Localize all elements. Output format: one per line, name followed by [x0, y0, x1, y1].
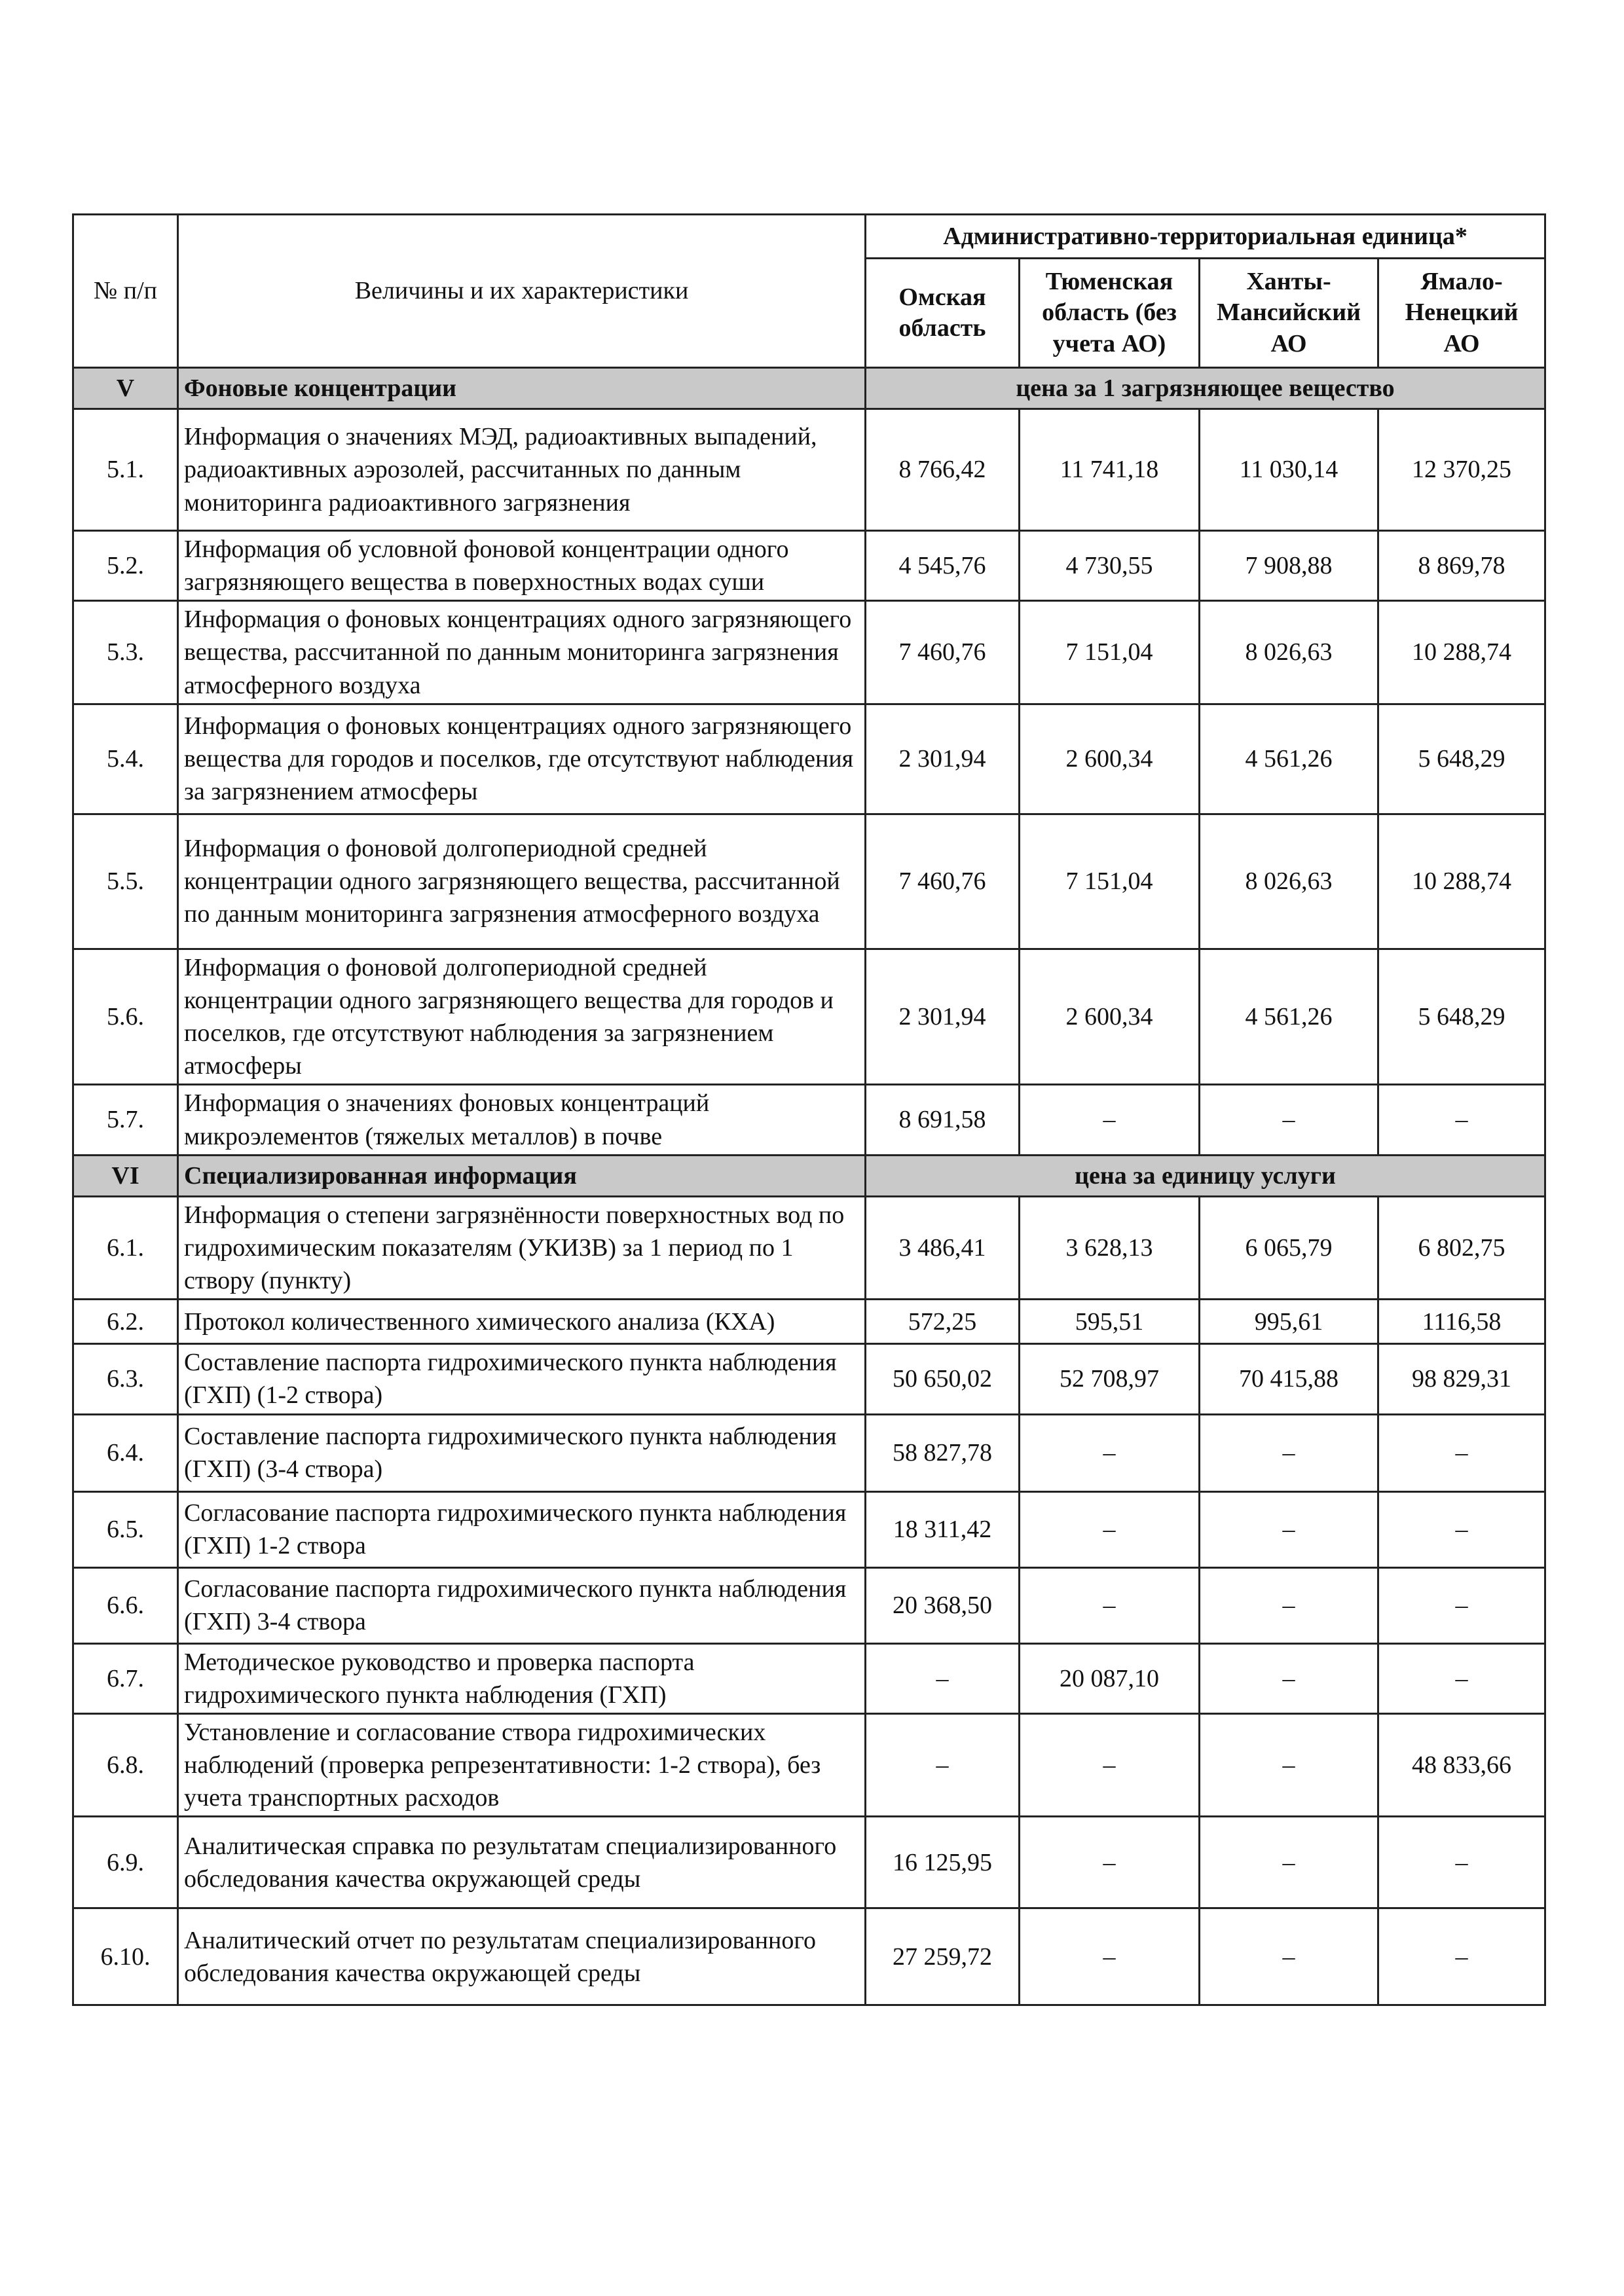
row-value: 12 370,25 [1378, 409, 1545, 531]
table-row [73, 1196, 1545, 1299]
row-value: 20 087,10 [1020, 1643, 1200, 1713]
row-description: Согласование паспорта гидрохимического пункта наблюдения (ГХП) 1-2 створа [178, 1491, 866, 1567]
row-number: 6.3. [73, 1344, 178, 1414]
column-header-region: Ямало-Ненецкий АО [1378, 259, 1545, 368]
row-value: – [1200, 1713, 1378, 1816]
row-description: Информация о значениях МЭД, радиоактивных выпадений, радиоактивных аэрозолей, рассчитанных по данным мониторинга радиоактивного загрязнения [178, 409, 866, 531]
row-value: 2 600,34 [1020, 949, 1200, 1085]
row-number: 5.7. [73, 1085, 178, 1155]
row-number: 6.2. [73, 1300, 178, 1344]
row-value: – [1378, 1414, 1545, 1491]
row-description: Установление и согласование створа гидрохимических наблюдений (проверка репрезентативности: 1-2 створа), без учета транспортных расходов [178, 1713, 866, 1816]
row-value: – [1020, 1085, 1200, 1155]
row-number: 6.10. [73, 1908, 178, 2005]
row-value: 3 628,13 [1020, 1196, 1200, 1299]
row-value: 7 460,76 [866, 601, 1020, 704]
row-value: 2 301,94 [866, 949, 1020, 1085]
table-row [73, 1567, 1545, 1643]
row-value: – [1378, 1817, 1545, 1908]
row-value: – [1020, 1908, 1200, 2005]
row-value: – [1020, 1567, 1200, 1643]
row-description: Аналитический отчет по результатам специализированного обследования качества окружающей среды [178, 1908, 866, 2005]
row-value: – [1020, 1713, 1200, 1816]
row-description: Информация о фоновой долгопериодной средней концентрации одного загрязняющего вещества для городов и поселков, где отсутствуют наблюдения за загрязнением атмосферы [178, 949, 866, 1085]
row-value: 6 065,79 [1200, 1196, 1378, 1299]
row-value: 98 829,31 [1378, 1344, 1545, 1414]
row-description: Составление паспорта гидрохимического пункта наблюдения (ГХП) (3-4 створа) [178, 1414, 866, 1491]
row-value: 10 288,74 [1378, 601, 1545, 704]
table-row [73, 1344, 1545, 1414]
column-header-description: Величины и их характеристики [178, 215, 866, 368]
column-header-number: № п/п [73, 215, 178, 368]
row-value: 8 869,78 [1378, 531, 1545, 601]
row-value: 27 259,72 [866, 1908, 1020, 2005]
table-row [73, 409, 1545, 531]
row-description: Информация о фоновой долгопериодной средней концентрации одного загрязняющего вещества, рассчитанной по данным мониторинга загрязнения атмосферного воздуха [178, 814, 866, 949]
row-value: – [1200, 1908, 1378, 2005]
row-value: 58 827,78 [866, 1414, 1020, 1491]
row-number: 5.6. [73, 949, 178, 1085]
section-price-note: цена за 1 загрязняющее вещество [866, 368, 1545, 409]
row-value: 16 125,95 [866, 1817, 1020, 1908]
table-row [73, 1085, 1545, 1155]
row-number: 6.7. [73, 1643, 178, 1713]
row-value: 5 648,29 [1378, 949, 1545, 1085]
row-value: – [1200, 1085, 1378, 1155]
row-value: 4 730,55 [1020, 531, 1200, 601]
row-number: 6.8. [73, 1713, 178, 1816]
table-row [73, 1817, 1545, 1908]
row-value: 20 368,50 [866, 1567, 1020, 1643]
row-value: 595,51 [1020, 1300, 1200, 1344]
row-description: Составление паспорта гидрохимического пункта наблюдения (ГХП) (1-2 створа) [178, 1344, 866, 1414]
row-value: 1116,58 [1378, 1300, 1545, 1344]
table-row [73, 601, 1545, 704]
row-value: 5 648,29 [1378, 704, 1545, 814]
row-value: – [1200, 1817, 1378, 1908]
row-value: – [1020, 1414, 1200, 1491]
table-row [73, 1643, 1545, 1713]
row-value: – [1378, 1643, 1545, 1713]
row-description: Информация о фоновых концентрациях одного загрязняющего вещества для городов и поселков, где отсутствуют наблюдения за загрязнением атмосферы [178, 704, 866, 814]
row-value: 7 908,88 [1200, 531, 1378, 601]
row-value: 6 802,75 [1378, 1196, 1545, 1299]
row-value: 8 026,63 [1200, 601, 1378, 704]
row-value: – [1200, 1491, 1378, 1567]
column-header-region: Тюменская область (без учета АО) [1020, 259, 1200, 368]
row-description: Информация об условной фоновой концентрации одного загрязняющего вещества в поверхностных водах суши [178, 531, 866, 601]
row-number: 6.1. [73, 1196, 178, 1299]
table-row [73, 704, 1545, 814]
column-header-region: Омская область [866, 259, 1020, 368]
row-value: – [866, 1643, 1020, 1713]
row-value: 10 288,74 [1378, 814, 1545, 949]
row-value: 8 691,58 [866, 1085, 1020, 1155]
row-value: – [1378, 1085, 1545, 1155]
column-header-region: Ханты-Мансийский АО [1200, 259, 1378, 368]
row-description: Аналитическая справка по результатам специализированного обследования качества окружающей среды [178, 1817, 866, 1908]
row-description: Информация о значениях фоновых концентраций микроэлементов (тяжелых металлов) в почве [178, 1085, 866, 1155]
row-number: 6.6. [73, 1567, 178, 1643]
row-value: – [1200, 1643, 1378, 1713]
row-value: – [1200, 1567, 1378, 1643]
row-number: 5.2. [73, 531, 178, 601]
row-value: 3 486,41 [866, 1196, 1020, 1299]
row-value: – [1020, 1491, 1200, 1567]
row-value: 48 833,66 [1378, 1713, 1545, 1816]
row-description: Согласование паспорта гидрохимического пункта наблюдения (ГХП) 3-4 створа [178, 1567, 866, 1643]
row-number: 5.3. [73, 601, 178, 704]
table-row [73, 949, 1545, 1085]
row-value: – [1200, 1414, 1378, 1491]
row-value: 11 030,14 [1200, 409, 1378, 531]
row-value: 18 311,42 [866, 1491, 1020, 1567]
table-row [73, 1713, 1545, 1816]
row-number: 5.1. [73, 409, 178, 531]
row-value: 4 561,26 [1200, 949, 1378, 1085]
row-description: Информация о фоновых концентрациях одного загрязняющего вещества, рассчитанной по данным мониторинга загрязнения атмосферного воздуха [178, 601, 866, 704]
section-number: V [73, 368, 178, 409]
row-value: – [1020, 1817, 1200, 1908]
column-header-admin-unit: Административно-территориальная единица* [866, 215, 1545, 259]
row-value: 7 460,76 [866, 814, 1020, 949]
table-row [73, 1491, 1545, 1567]
row-value: – [866, 1713, 1020, 1816]
section-price-note: цена за единицу услуги [866, 1155, 1545, 1196]
section-row [73, 1155, 1545, 1196]
row-description: Протокол количественного химического анализа (КХА) [178, 1300, 866, 1344]
section-number: VI [73, 1155, 178, 1196]
row-value: 7 151,04 [1020, 601, 1200, 704]
row-value: 4 561,26 [1200, 704, 1378, 814]
row-value: – [1378, 1491, 1545, 1567]
row-value: 2 600,34 [1020, 704, 1200, 814]
row-value: 8 766,42 [866, 409, 1020, 531]
section-title: Фоновые концентрации [178, 368, 866, 409]
table-row [73, 814, 1545, 949]
row-value: 995,61 [1200, 1300, 1378, 1344]
row-value: 7 151,04 [1020, 814, 1200, 949]
row-number: 5.4. [73, 704, 178, 814]
row-value: 572,25 [866, 1300, 1020, 1344]
row-value: 4 545,76 [866, 531, 1020, 601]
row-value: 11 741,18 [1020, 409, 1200, 531]
row-number: 6.9. [73, 1817, 178, 1908]
row-number: 6.5. [73, 1491, 178, 1567]
row-number: 6.4. [73, 1414, 178, 1491]
row-value: – [1378, 1567, 1545, 1643]
table-row [73, 1908, 1545, 2005]
row-value: 52 708,97 [1020, 1344, 1200, 1414]
row-description: Методическое руководство и проверка паспорта гидрохимического пункта наблюдения (ГХП) [178, 1643, 866, 1713]
table-row [73, 1414, 1545, 1491]
table-row [73, 1300, 1545, 1344]
row-value: – [1378, 1908, 1545, 2005]
row-value: 8 026,63 [1200, 814, 1378, 949]
section-row [73, 368, 1545, 409]
row-number: 5.5. [73, 814, 178, 949]
table-row [73, 531, 1545, 601]
row-description: Информация о степени загрязнённости поверхностных вод по гидрохимическим показателям (УКИЗВ) за 1 период по 1 створу (пункту) [178, 1196, 866, 1299]
price-table [72, 213, 1546, 2006]
row-value: 70 415,88 [1200, 1344, 1378, 1414]
table-body [73, 368, 1545, 2005]
row-value: 2 301,94 [866, 704, 1020, 814]
row-value: 50 650,02 [866, 1344, 1020, 1414]
section-title: Специализированная информация [178, 1155, 866, 1196]
